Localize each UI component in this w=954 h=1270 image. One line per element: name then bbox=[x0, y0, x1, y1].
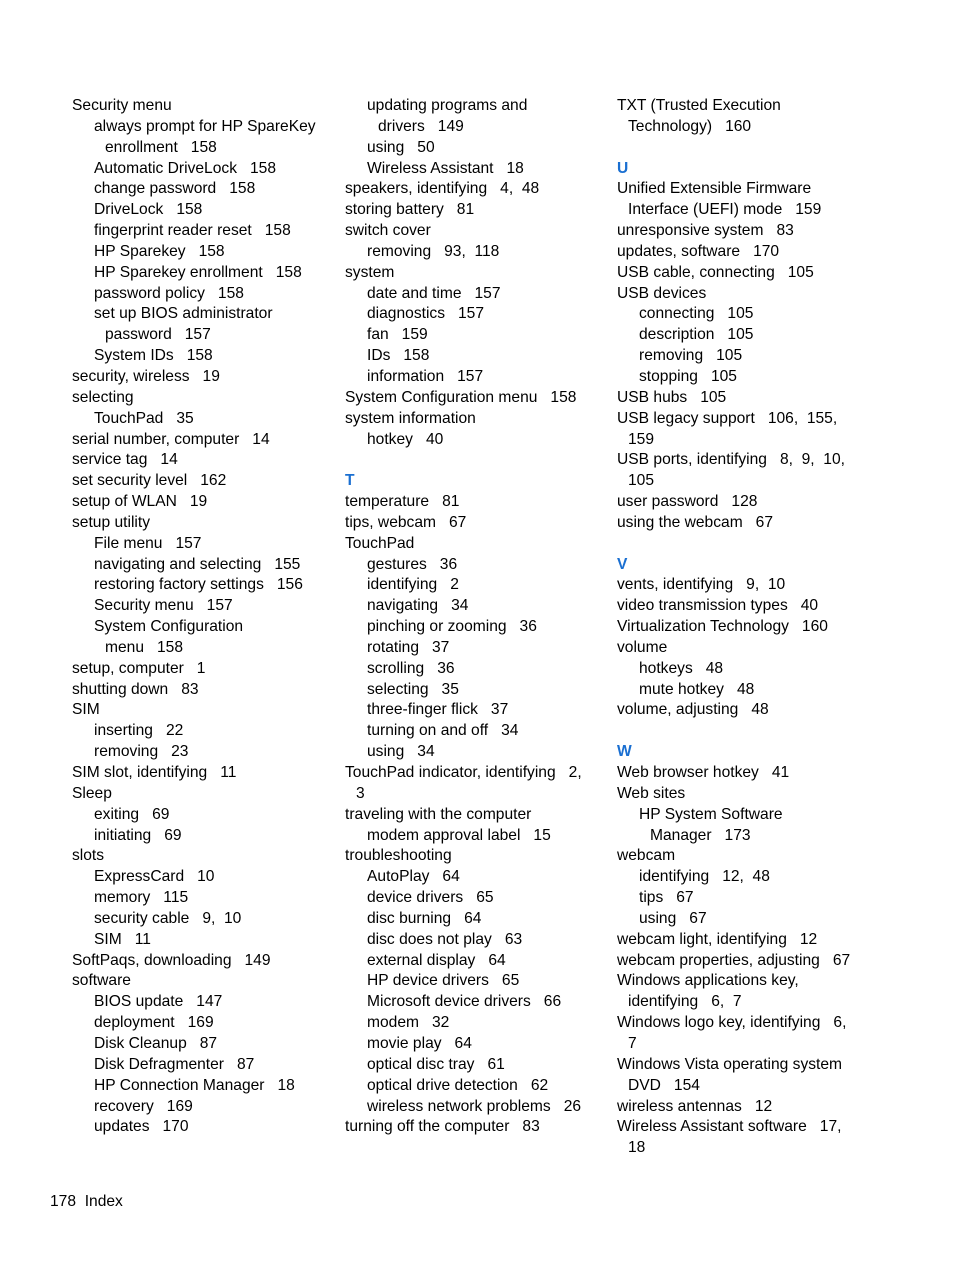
index-entry-continuation: password 157 bbox=[105, 326, 211, 344]
index-subentry: BIOS update 147 bbox=[94, 993, 223, 1011]
index-entry-continuation: Interface (UEFI) mode 159 bbox=[628, 201, 822, 219]
index-subentry: exiting 69 bbox=[94, 805, 170, 823]
index-subentry: connecting 105 bbox=[639, 305, 754, 323]
index-entry: Security menu bbox=[72, 97, 172, 114]
index-entry: set security level 162 bbox=[72, 472, 227, 490]
index-subentry: SIM 11 bbox=[94, 930, 151, 948]
index-subentry: removing 105 bbox=[639, 347, 743, 365]
index-entry: System Configuration menu 158 bbox=[345, 388, 577, 406]
index-subentry: HP System Software bbox=[639, 805, 783, 823]
index-entry: storing battery 81 bbox=[345, 201, 475, 219]
index-subentry: System IDs 158 bbox=[94, 347, 213, 365]
index-entry: USB ports, identifying 8, 9, 10, bbox=[617, 451, 845, 469]
index-subentry: restoring factory settings 156 bbox=[94, 576, 303, 594]
index-entry: Windows logo key, identifying 6, bbox=[617, 1014, 847, 1032]
index-subentry: password policy 158 bbox=[94, 284, 244, 302]
index-subentry: information 157 bbox=[367, 367, 484, 385]
index-entry: speakers, identifying 4, 48 bbox=[345, 180, 540, 198]
page-footer bbox=[50, 1192, 123, 1212]
index-subentry: description 105 bbox=[639, 326, 754, 344]
index-entry: using the webcam 67 bbox=[617, 513, 774, 531]
index-subentry: HP Sparekey 158 bbox=[94, 242, 225, 260]
index-entry: SIM slot, identifying 11 bbox=[72, 764, 237, 781]
index-column-2 bbox=[345, 96, 610, 1138]
index-entry: switch cover bbox=[345, 222, 431, 240]
index-subentry: TouchPad 35 bbox=[94, 409, 194, 427]
letter-heading: T bbox=[345, 472, 355, 490]
index-entry: selecting bbox=[72, 388, 134, 406]
index-subentry: Security menu 157 bbox=[94, 597, 233, 615]
index-entry: software bbox=[72, 972, 131, 990]
index-subentry: scrolling 36 bbox=[367, 659, 455, 677]
index-entry: USB devices bbox=[617, 284, 707, 302]
index-subentry: HP device drivers 65 bbox=[367, 972, 520, 990]
index-entry-continuation: enrollment 158 bbox=[105, 138, 217, 156]
index-entry: USB cable, connecting 105 bbox=[617, 263, 814, 281]
index-subentry: updates 170 bbox=[94, 1118, 189, 1136]
index-entry: SIM bbox=[72, 701, 100, 719]
index-entry-continuation: 105 bbox=[628, 472, 655, 490]
index-subentry: always prompt for HP SpareKey bbox=[94, 117, 316, 135]
index-entry: USB legacy support 106, 155, bbox=[617, 409, 838, 427]
index-subentry: deployment 169 bbox=[94, 1014, 214, 1032]
index-subentry: set up BIOS administrator bbox=[94, 305, 273, 323]
index-entry: wireless antennas 12 bbox=[617, 1097, 773, 1115]
index-entry-continuation: menu 158 bbox=[105, 638, 184, 656]
index-entry-continuation: drivers 149 bbox=[378, 117, 464, 135]
letter-heading: W bbox=[617, 743, 632, 761]
index-subentry: System Configuration bbox=[94, 618, 244, 636]
index-subentry: turning on and off 34 bbox=[367, 722, 519, 740]
index-entry: system information bbox=[345, 409, 476, 427]
index-entry: shutting down 83 bbox=[72, 680, 199, 698]
index-subentry: initiating 69 bbox=[94, 826, 182, 844]
index-entry: updates, software 170 bbox=[617, 242, 780, 260]
index-subentry: three-finger flick 37 bbox=[367, 701, 509, 719]
section-name: Index bbox=[84, 1193, 123, 1210]
index-subentry: optical disc tray 61 bbox=[367, 1055, 505, 1073]
index-entry: setup, computer 1 bbox=[72, 659, 206, 677]
index-subentry: navigating and selecting 155 bbox=[94, 555, 301, 573]
index-subentry: HP Sparekey enrollment 158 bbox=[94, 263, 302, 281]
index-subentry: updating programs and bbox=[367, 97, 528, 114]
index-subentry: diagnostics 157 bbox=[367, 305, 485, 323]
index-subentry: inserting 22 bbox=[94, 722, 184, 740]
index-subentry: rotating 37 bbox=[367, 638, 450, 656]
index-entry: Web sites bbox=[617, 784, 686, 802]
index-subentry: selecting 35 bbox=[367, 680, 459, 698]
section-gap bbox=[617, 534, 882, 555]
index-entry-continuation: 18 bbox=[628, 1139, 646, 1157]
index-entry: Unified Extensible Firmware bbox=[617, 180, 812, 198]
index-subentry: Wireless Assistant 18 bbox=[367, 159, 524, 177]
index-subentry: IDs 158 bbox=[367, 347, 430, 365]
index-column-3 bbox=[617, 96, 882, 1159]
index-column-1 bbox=[72, 96, 337, 1138]
index-subentry: gestures 36 bbox=[367, 555, 458, 573]
index-subentry: using 50 bbox=[367, 138, 435, 156]
index-entry: webcam bbox=[617, 847, 676, 865]
index-subentry: fingerprint reader reset 158 bbox=[94, 222, 291, 240]
index-subentry: navigating 34 bbox=[367, 597, 469, 615]
index-subentry: disc does not play 63 bbox=[367, 930, 523, 948]
index-subentry: AutoPlay 64 bbox=[367, 868, 460, 886]
index-entry: security, wireless 19 bbox=[72, 367, 220, 385]
index-subentry: device drivers 65 bbox=[367, 889, 494, 907]
index-entry: turning off the computer 83 bbox=[345, 1118, 540, 1136]
section-gap bbox=[345, 450, 610, 471]
index-subentry: removing 93, 118 bbox=[367, 242, 500, 260]
index-entry-continuation: 159 bbox=[628, 430, 655, 448]
index-subentry: DriveLock 158 bbox=[94, 201, 203, 219]
index-entry: troubleshooting bbox=[345, 847, 452, 865]
index-entry: volume bbox=[617, 638, 668, 656]
index-entry: temperature 81 bbox=[345, 493, 460, 511]
letter-heading: U bbox=[617, 159, 629, 177]
index-entry: service tag 14 bbox=[72, 451, 178, 469]
index-subentry: hotkey 40 bbox=[367, 430, 444, 448]
index-entry: video transmission types 40 bbox=[617, 597, 819, 615]
index-entry: serial number, computer 14 bbox=[72, 430, 270, 448]
index-subentry: File menu 157 bbox=[94, 534, 202, 552]
index-entry: setup utility bbox=[72, 513, 151, 531]
index-entry: vents, identifying 9, 10 bbox=[617, 576, 786, 594]
index-entry: volume, adjusting 48 bbox=[617, 701, 769, 719]
index-entry-continuation: Technology) 160 bbox=[628, 117, 752, 135]
index-entry: TXT (Trusted Execution bbox=[617, 97, 781, 114]
index-entry: slots bbox=[72, 847, 105, 865]
index-subentry: wireless network problems 26 bbox=[367, 1097, 582, 1115]
index-subentry: date and time 157 bbox=[367, 284, 501, 302]
index-entry: Windows applications key, bbox=[617, 972, 799, 990]
index-entry: TouchPad indicator, identifying 2, bbox=[345, 764, 582, 781]
index-entry: system bbox=[345, 263, 395, 281]
index-subentry: Automatic DriveLock 158 bbox=[94, 159, 277, 177]
index-subentry: Disk Cleanup 87 bbox=[94, 1034, 218, 1052]
index-subentry: removing 23 bbox=[94, 743, 189, 761]
index-entry: Sleep bbox=[72, 784, 112, 802]
index-subentry: ExpressCard 10 bbox=[94, 868, 215, 886]
index-subentry: hotkeys 48 bbox=[639, 659, 724, 677]
index-entry-continuation: 7 bbox=[628, 1034, 637, 1052]
index-subentry: security cable 9, 10 bbox=[94, 909, 242, 927]
index-entry: setup of WLAN 19 bbox=[72, 493, 208, 511]
index-entry: USB hubs 105 bbox=[617, 388, 727, 406]
index-subentry: memory 115 bbox=[94, 889, 189, 907]
index-subentry: using 67 bbox=[639, 909, 707, 927]
index-entry-continuation: 3 bbox=[356, 784, 365, 802]
index-entry: Wireless Assistant software 17, bbox=[617, 1118, 842, 1136]
index-subentry: HP Connection Manager 18 bbox=[94, 1076, 295, 1094]
index-entry: webcam properties, adjusting 67 bbox=[617, 951, 851, 969]
index-subentry: Microsoft device drivers 66 bbox=[367, 993, 562, 1011]
index-entry: Web browser hotkey 41 bbox=[617, 764, 790, 781]
index-entry-continuation: identifying 6, 7 bbox=[628, 993, 742, 1011]
index-subentry: fan 159 bbox=[367, 326, 428, 344]
index-entry: Windows Vista operating system bbox=[617, 1055, 843, 1073]
index-subentry: optical drive detection 62 bbox=[367, 1076, 549, 1094]
section-gap bbox=[617, 721, 882, 742]
section-gap bbox=[617, 138, 882, 159]
index-subentry: using 34 bbox=[367, 743, 435, 761]
index-subentry: modem 32 bbox=[367, 1014, 450, 1032]
page-number: 178 bbox=[50, 1193, 77, 1210]
index-entry: webcam light, identifying 12 bbox=[617, 930, 818, 948]
index-subentry: disc burning 64 bbox=[367, 909, 482, 927]
index-entry: tips, webcam 67 bbox=[345, 513, 467, 531]
index-entry: SoftPaqs, downloading 149 bbox=[72, 951, 271, 969]
letter-heading: V bbox=[617, 555, 628, 573]
index-subentry: identifying 12, 48 bbox=[639, 868, 770, 886]
index-entry: traveling with the computer bbox=[345, 805, 532, 823]
index-subentry: change password 158 bbox=[94, 180, 256, 198]
index-subentry: Disk Defragmenter 87 bbox=[94, 1055, 255, 1073]
index-entry: user password 128 bbox=[617, 493, 758, 511]
index-entry-continuation: Manager 173 bbox=[650, 826, 751, 844]
index-subentry: mute hotkey 48 bbox=[639, 680, 755, 698]
index-subentry: pinching or zooming 36 bbox=[367, 618, 537, 636]
index-entry: TouchPad bbox=[345, 534, 415, 552]
index-entry: Virtualization Technology 160 bbox=[617, 618, 828, 636]
index-entry-continuation: DVD 154 bbox=[628, 1076, 700, 1094]
index-subentry: external display 64 bbox=[367, 951, 506, 969]
index-subentry: modem approval label 15 bbox=[367, 826, 551, 844]
index-subentry: recovery 169 bbox=[94, 1097, 193, 1115]
index-subentry: identifying 2 bbox=[367, 576, 459, 594]
index-subentry: tips 67 bbox=[639, 889, 694, 907]
index-subentry: stopping 105 bbox=[639, 367, 737, 385]
index-subentry: movie play 64 bbox=[367, 1034, 472, 1052]
index-entry: unresponsive system 83 bbox=[617, 222, 794, 240]
